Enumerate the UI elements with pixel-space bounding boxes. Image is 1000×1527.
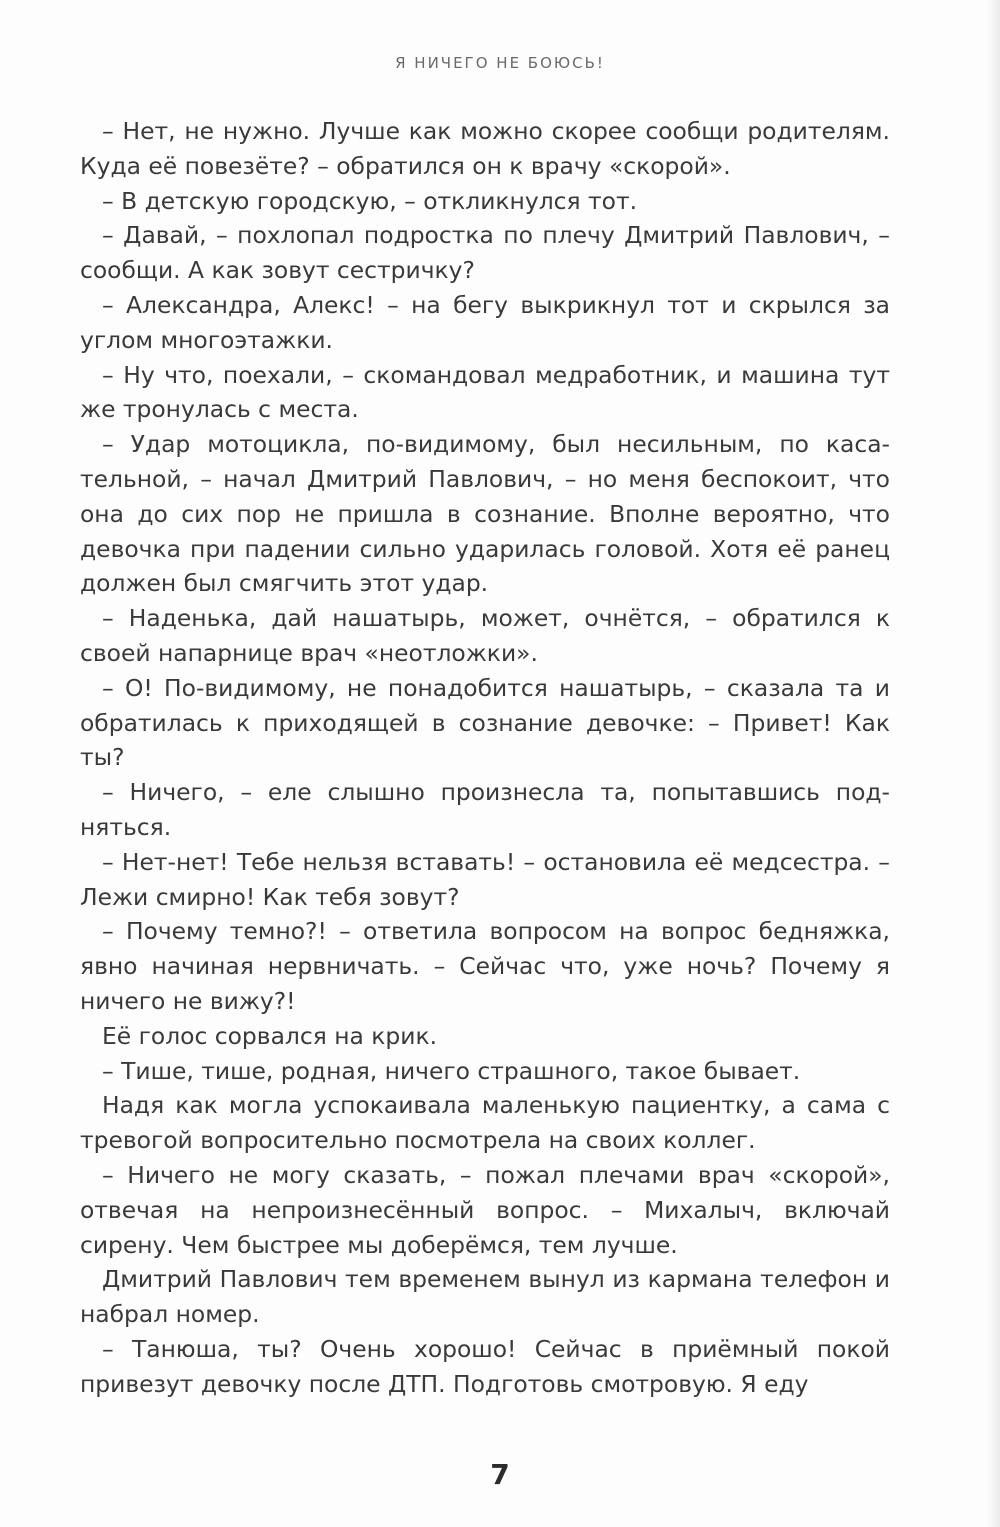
paragraph: Надя как могла успокаивала маленькую пациентку, а сама с тревогой вопросительно посмотрела на своих коллег. (80, 1091, 890, 1155)
page-edge-shadow (986, 0, 1000, 1527)
paragraph: – Танюша, ты? Очень хорошо! Сейчас в приёмный покой привезут девочку после ДТП. Подготовь смотровую. Я еду (80, 1334, 890, 1398)
paragraph: Дмитрий Павлович тем временем вынул из кармана телефон и набрал номер. (80, 1265, 890, 1329)
paragraph: – Александра, Алекс! – на бегу выкрикнул тот и скрылся за углом многоэтажки. (80, 290, 890, 354)
paragraph: – Давай, – похлопал подростка по плечу Дмитрий Павлович, – сообщи. А как зовут сестричку? (80, 221, 890, 285)
paragraph: – Почему темно?! – ответила вопросом на вопрос бедняжка, явно начиная нервничать. – Сейчас что, уже ночь? Почему я ничего не вижу?! (80, 917, 890, 1015)
page-number: 7 (490, 1458, 510, 1491)
paragraph: – Нет, не нужно. Лучше как можно скорее сообщи родителям. Куда её повезёте? – обратился он к врачу «скорой». (80, 117, 890, 180)
paragraph: – Нет-нет! Тебе нельзя вставать! – остановила её медсестра. – Лежи смирно! Как тебя зовут? (80, 847, 890, 911)
paragraph: – Удар мотоцикла, по-видимому, был несильным, по касательной, – начал Дмитрий Павлович, – но меня беспокоит, что она до сих пор не пришла в сознание. Вполне вероятно, что девочка при падении сильно ударилась головой. Хотя её ранец должен был смягчить этот удар. (80, 430, 890, 598)
paragraph: Её голос сорвался на крик. (102, 1021, 438, 1050)
paragraph: – Наденька, дай нашатырь, может, очнётся, – обратился к своей напарнице врач «неотложки». (80, 604, 890, 667)
paragraph: – Ну что, поехали, – скомандовал медработник, и машина тут же тронулась с места. (80, 360, 890, 424)
paragraph: – О! По-видимому, не понадобится нашатырь, – сказала та и обратилась к приходящей в сознание девочке: – Привет! Как ты? (80, 673, 890, 772)
paragraph: – Тише, тише, родная, ничего страшного, такое бывает. (102, 1056, 801, 1085)
body-text (80, 114, 890, 1401)
running-head: Я НИЧЕГО НЕ БОЮСЬ! (395, 54, 605, 72)
paragraph: – Ничего не могу сказать, – пожал плечами врач «скорой», отвечая на непроизнесённый вопрос. – Михалыч, включай сирену. Чем быстрее мы доберёмся, тем лучше. (80, 1160, 890, 1259)
paragraph: – В детскую городскую, – откликнулся тот. (102, 186, 638, 215)
paragraph: – Ничего, – еле слышно произнесла та, попытавшись подняться. (80, 778, 890, 841)
